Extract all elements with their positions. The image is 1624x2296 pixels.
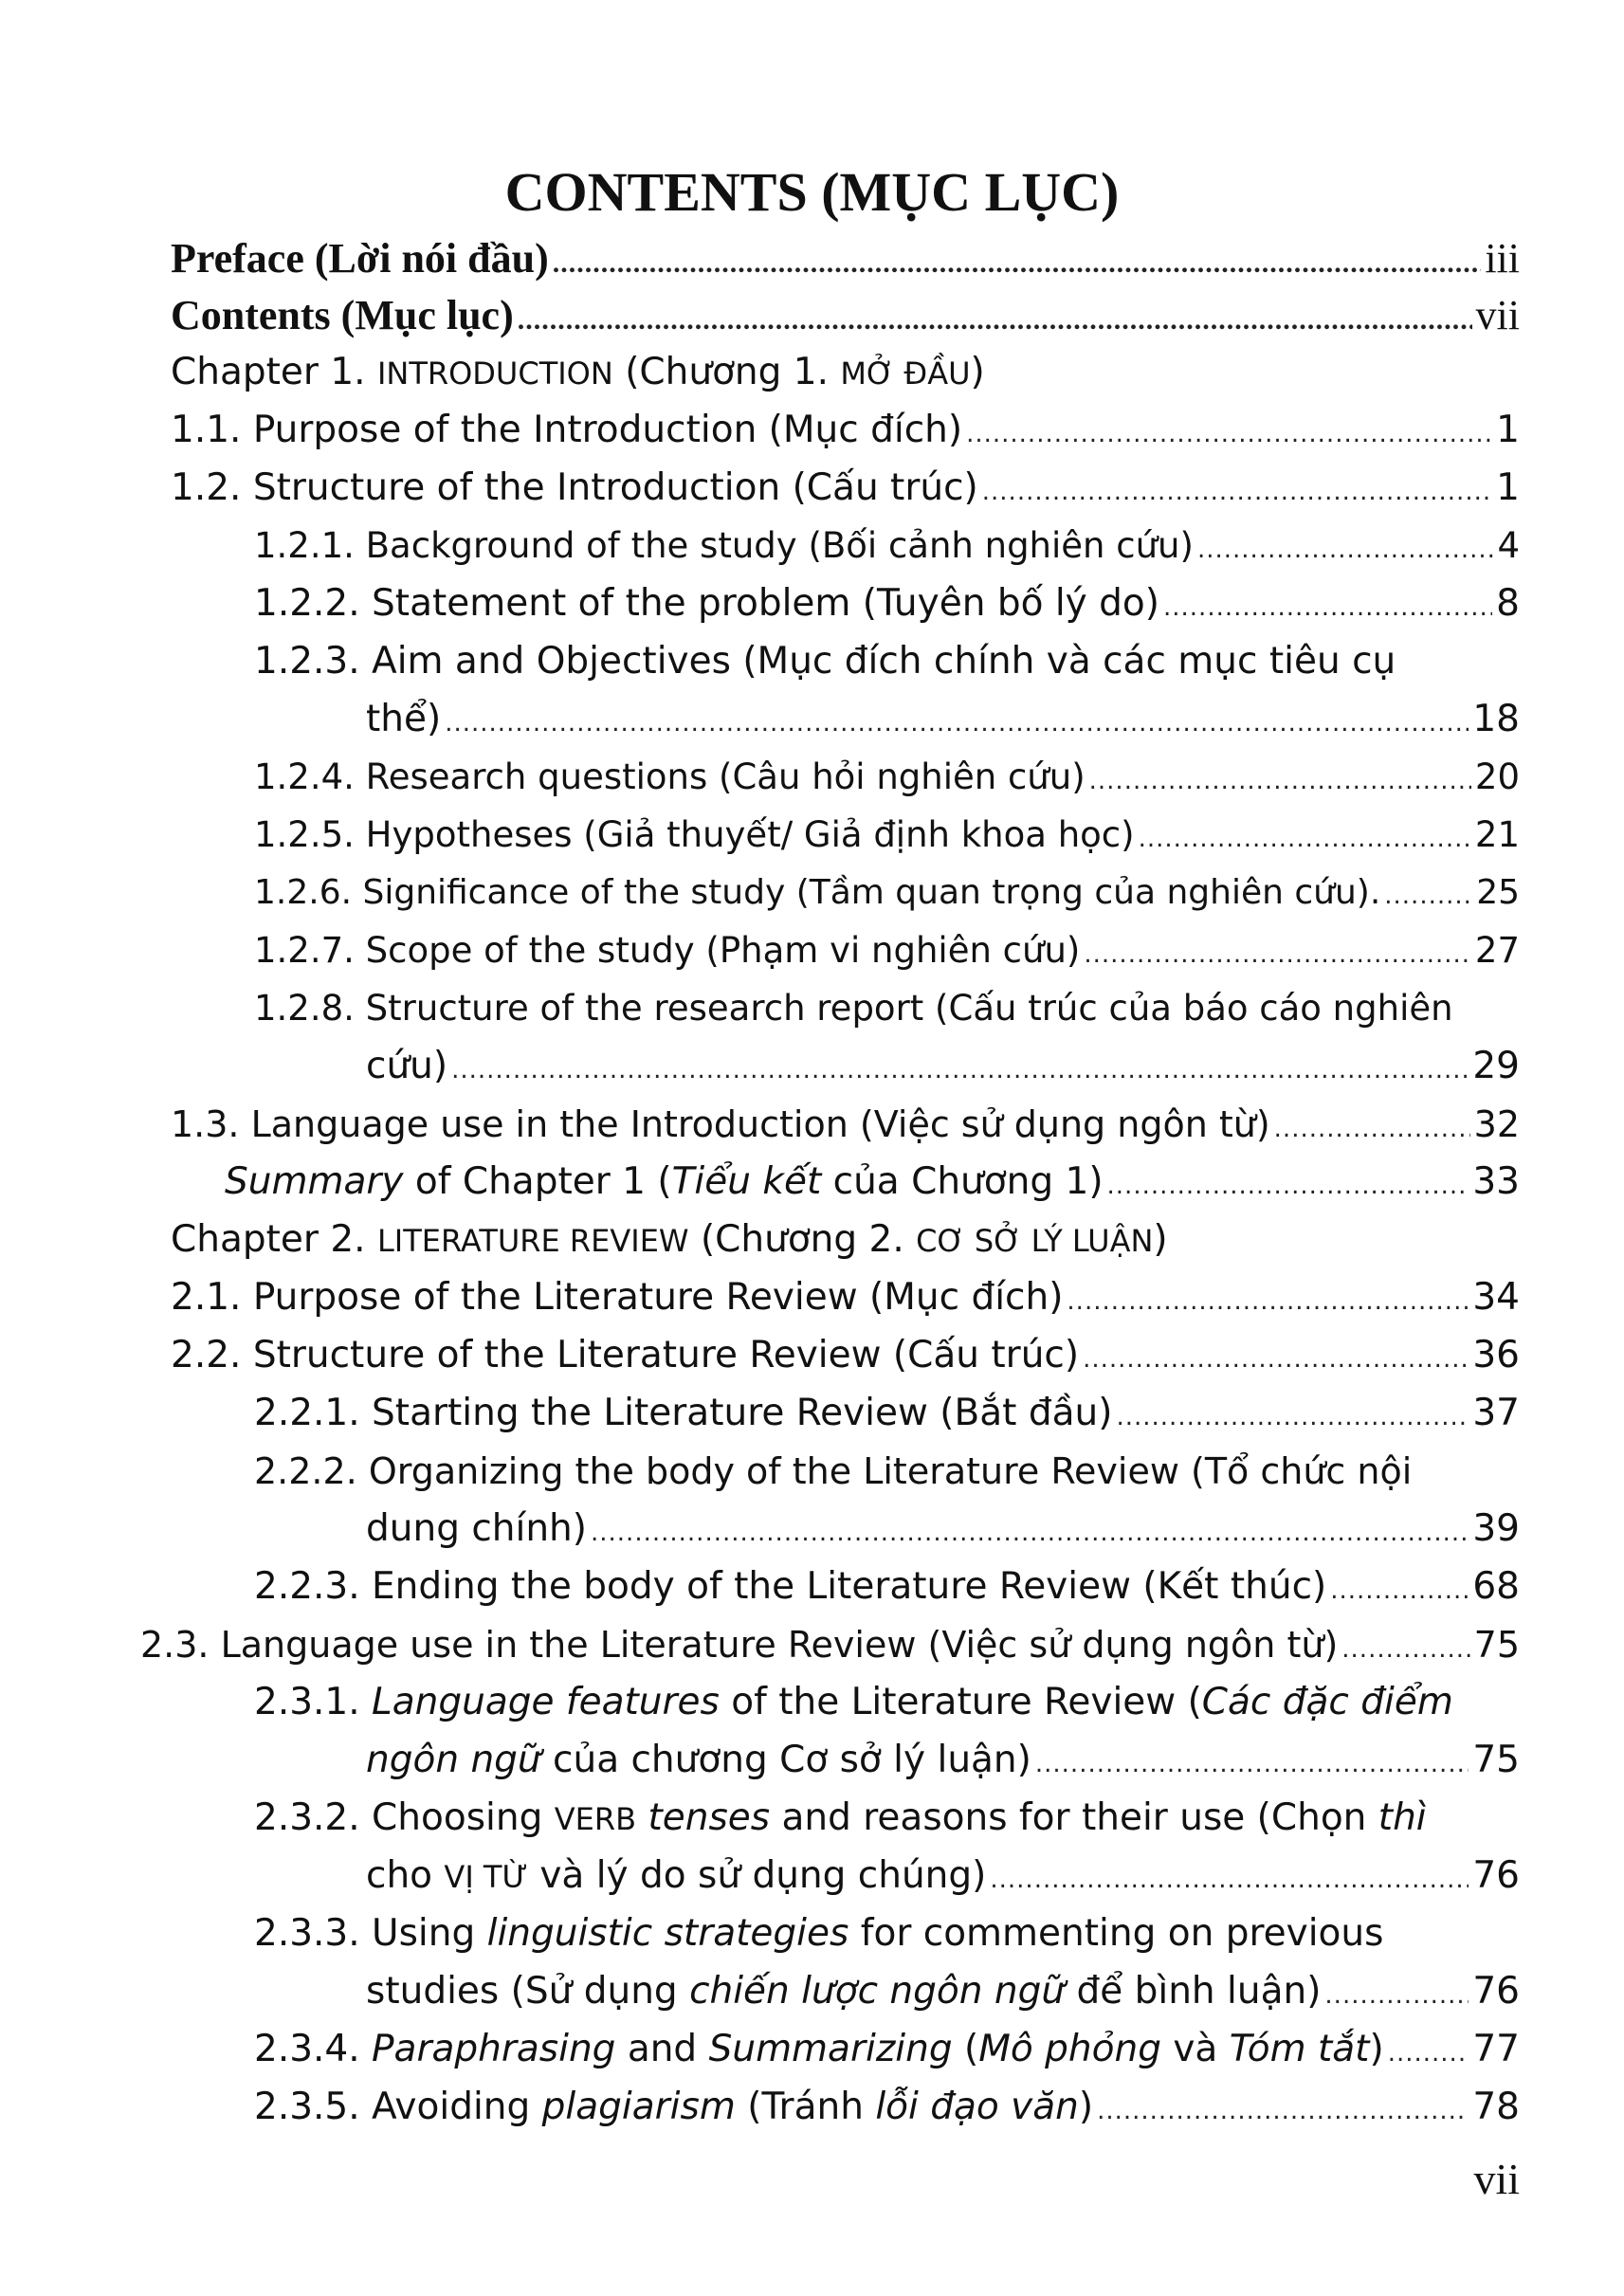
dot-leader xyxy=(451,1039,1469,1098)
dot-leader xyxy=(591,1502,1469,1560)
page-number: vii xyxy=(1475,292,1520,338)
dot-leader xyxy=(982,461,1492,519)
dot-leader xyxy=(1274,1097,1470,1157)
dot-leader xyxy=(445,692,1469,751)
page-number: 8 xyxy=(1496,582,1520,625)
dot-leader xyxy=(1116,1386,1469,1445)
toc-entry-1-2-4: 1.2.4. Research questions (Câu hỏi nghiên cứu) ..... 20 xyxy=(254,750,1520,809)
dot-leader xyxy=(1388,2022,1469,2081)
toc-entry-2-2-2: 2.2.2. Organizing the body of the Literature Review (Tổ chức nội xyxy=(254,1450,1413,1492)
page-title: CONTENTS (MỤC LỤC) xyxy=(504,161,1120,223)
dot-leader xyxy=(990,1849,1469,1907)
page-number: 36 xyxy=(1472,1334,1520,1376)
dot-leader xyxy=(518,288,1472,348)
page-number: 77 xyxy=(1472,2028,1520,2070)
dot-leader xyxy=(1330,1559,1469,1618)
page-number: 18 xyxy=(1472,698,1520,740)
toc-entry-2-3-3-cont: studies (Sử dụng chiến lược ngôn ngữ để bình luận) ..... 76 xyxy=(366,1964,1520,2023)
toc-entry-2-2-1: 2.2.1. Starting the Literature Review (Bắt đầu) ..... 37 xyxy=(254,1386,1520,1445)
dot-leader xyxy=(1107,1155,1469,1213)
toc-entry-2-3-1: 2.3.1. Language features of the Literature Review (Các đặc điểm xyxy=(254,1681,1453,1723)
page-number: 76 xyxy=(1472,1854,1520,1897)
toc-entry-1-2-7: 1.2.7. Scope of the study (Phạm vi nghiên cứu) ..... 27 xyxy=(254,923,1520,982)
page-number: 68 xyxy=(1472,1565,1520,1608)
dot-leader xyxy=(1083,1328,1469,1387)
toc-entry-contents: Contents (Mục lục) ..... vii xyxy=(171,288,1520,348)
dot-leader xyxy=(1197,519,1494,577)
toc-chapter-2-heading: Chapter 2. LITERATURE REVIEW (Chương 2. CƠ SỞ LÝ LUẬN) xyxy=(171,1218,1168,1261)
page-number: 25 xyxy=(1476,873,1520,912)
page-number: 37 xyxy=(1472,1392,1520,1434)
toc-entry-1-2-5: 1.2.5. Hypotheses (Giả thuyết/ Giả định khoa học) ..... 21 xyxy=(254,808,1520,866)
page-number: iii xyxy=(1485,235,1520,282)
page-number: 33 xyxy=(1472,1160,1520,1203)
page-number: 34 xyxy=(1472,1276,1520,1319)
page-number: 75 xyxy=(1472,1739,1520,1781)
page-number: 20 xyxy=(1474,756,1520,797)
toc-entry-2-3-4: 2.3.4. Paraphrasing and Summarizing (Mô phỏng và Tóm tắt) ..... 77 xyxy=(254,2022,1520,2081)
dot-leader xyxy=(1097,2080,1469,2139)
toc-entry-1-2-1: 1.2.1. Background of the study (Bối cảnh nghiên cứu) ..... 4 xyxy=(254,519,1520,577)
dot-leader xyxy=(553,231,1482,291)
toc-entry-2-3-1-cont: ngôn ngữ của chương Cơ sở lý luận) ..... 75 xyxy=(366,1733,1520,1792)
dot-leader xyxy=(1089,750,1471,809)
page-number: 39 xyxy=(1472,1507,1520,1550)
toc-entry-1-2-6: 1.2.6. Significance of the study (Tầm quan trọng của nghiên cứu). ..... 25 xyxy=(254,866,1520,923)
dot-leader xyxy=(1341,1617,1469,1677)
toc-entry-2-3: 2.3. Language use in the Literature Review (Việc sử dụng ngôn từ) ..... 75 xyxy=(140,1617,1520,1677)
toc-entry-1-2-3: 1.2.3. Aim and Objectives (Mục đích chính và các mục tiêu cụ xyxy=(254,640,1396,683)
toc-entry-1-2: 1.2. Structure of the Introduction (Cấu trúc) ..... 1 xyxy=(171,461,1520,519)
toc-entry-1-2-8-cont: cứu) ..... 29 xyxy=(366,1039,1520,1098)
toc-entry-1-2-2: 1.2.2. Statement of the problem (Tuyên bố lý do) ..... 8 xyxy=(254,576,1520,635)
dot-leader xyxy=(1163,576,1492,635)
toc-entry-2-3-2-cont: cho VỊ TỪ và lý do sử dụng chúng) ..... 76 xyxy=(366,1849,1520,1907)
page-footer-number: vii xyxy=(1473,2155,1520,2203)
toc-entry-summary-chapter-1: Summary of Chapter 1 (Tiểu kết của Chương 1) ..... 33 xyxy=(225,1155,1520,1213)
page-number: 21 xyxy=(1474,814,1520,855)
toc-entry-2-3-3: 2.3.3. Using linguistic strategies for commenting on previous xyxy=(254,1912,1384,1955)
toc-entry-2-3-2: 2.3.2. Choosing VERB tenses and reasons for their use (Chọn thì xyxy=(254,1796,1427,1839)
toc-entry-2-2-3: 2.2.3. Ending the body of the Literature Review (Kết thúc) ..... 68 xyxy=(254,1559,1520,1618)
toc-entry-1-2-8: 1.2.8. Structure of the research report (Cấu trúc của báo cáo nghiên xyxy=(254,988,1453,1029)
page-number: 1 xyxy=(1496,466,1520,509)
dot-leader xyxy=(1139,808,1471,866)
toc-entry-preface: Preface (Lời nói đầu) ..... iii xyxy=(171,231,1520,291)
toc-entry-2-2: 2.2. Structure of the Literature Review (Cấu trúc) ..... 36 xyxy=(171,1328,1520,1387)
page-number: 4 xyxy=(1497,525,1520,566)
page-number: 75 xyxy=(1473,1624,1520,1666)
toc-entry-2-3-5: 2.3.5. Avoiding plagiarism (Tránh lỗi đạo văn) ..... 78 xyxy=(254,2080,1520,2139)
page-number: 27 xyxy=(1474,930,1520,971)
dot-leader xyxy=(1324,1964,1469,2023)
page-number: 32 xyxy=(1473,1103,1520,1145)
toc-entry-2-1: 2.1. Purpose of the Literature Review (Mục đích) ..... 34 xyxy=(171,1270,1520,1329)
page-number: 1 xyxy=(1496,409,1520,451)
toc-entry-2-2-2-cont: dung chính) ..... 39 xyxy=(366,1502,1520,1560)
toc-entry-1-2-3-cont: thể) ..... 18 xyxy=(366,692,1520,751)
dot-leader xyxy=(1035,1733,1469,1792)
toc-chapter-1-heading: Chapter 1. INTRODUCTION (Chương 1. MỞ ĐẦU) xyxy=(171,351,985,393)
dot-leader xyxy=(966,403,1492,462)
page-number: 76 xyxy=(1472,1970,1520,2013)
toc-entry-1-3: 1.3. Language use in the Introduction (Việc sử dụng ngôn từ) ..... 32 xyxy=(171,1097,1520,1157)
page-number: 78 xyxy=(1472,2086,1520,2128)
dot-leader xyxy=(1384,866,1472,923)
dot-leader xyxy=(1067,1270,1469,1329)
dot-leader xyxy=(1084,923,1471,982)
toc-entry-1-1: 1.1. Purpose of the Introduction (Mục đích) ..... 1 xyxy=(171,403,1520,462)
page-number: 29 xyxy=(1472,1045,1520,1087)
